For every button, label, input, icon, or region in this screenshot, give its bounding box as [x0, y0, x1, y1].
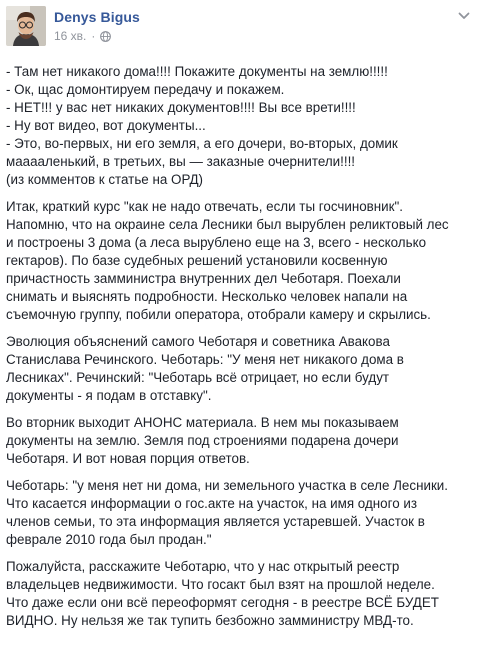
meta-separator: · [91, 29, 96, 43]
post-paragraph [6, 333, 474, 405]
chevron-down-icon [458, 7, 470, 25]
post-text-line: Итак, краткий курс "как не надо отвечать, если ты госчиновник". [6, 199, 403, 214]
post-text-line: феврале 2010 года был продан." [6, 532, 212, 547]
post-paragraph [6, 477, 474, 549]
post-text-line: и построены 3 дома (а леса вырублено еще на 3, всего - несколько [6, 235, 427, 250]
post-text-line: Чеботаря. И вот новая порция ответов. [6, 451, 250, 466]
post-text-line: мааааленький, в третьих, вы — заказные очернители!!!! [6, 154, 356, 169]
post-text-line: Напомню, что на окраине села Лесники был вырублен реликтовый лес [6, 217, 449, 232]
author-avatar[interactable] [6, 6, 46, 46]
post-text-line: (из комментов к статье на ОРД) [6, 172, 204, 187]
post-text-line: - НЕТ!!! у вас нет никаких документов!!!! Вы все врети!!!! [6, 100, 356, 115]
post-paragraph [6, 198, 474, 324]
post-text-line: Во вторник выходит АНОНС материала. В нем мы показываем [6, 415, 399, 430]
post-text-line: Пожалуйста, расскажите Чеботарю, что у нас открытый реестр [6, 559, 400, 574]
post-text-line: - Там нет никакого дома!!!! Покажите документы на землю!!!!! [6, 64, 388, 79]
post-header [6, 6, 472, 50]
post-text-line: ВИДНО. Ну нельзя же так тупить безбожно замминистру МВД-то. [6, 613, 414, 628]
post-paragraph [6, 63, 474, 189]
post-paragraph [6, 558, 474, 630]
post-text-line: - Это, во-первых, ни его земля, а его дочери, во-вторых, домик [6, 136, 398, 151]
post-text-line: Что даже если они всё переоформят сегодня - в реестре ВСЁ БУДЕТ [6, 595, 439, 610]
post-text-line: гектаров). По базе судебных решений установили косвенную [6, 253, 388, 268]
post-text-line: Лесниках". Речинский: "Чеботарь всё отрицает, но если будут [6, 370, 390, 385]
post-text-line: Станислава Речинского. Чеботарь: "У меня нет никакого дома в [6, 352, 404, 367]
post-text-line: членов семьи, то эта информация является устаревшей. Участок в [6, 514, 425, 529]
author-name-link[interactable]: Denys Bigus [54, 9, 140, 25]
post-text-line: Эволюция объяснений самого Чеботаря и советника Авакова [6, 334, 390, 349]
post-body-text [6, 63, 474, 639]
post-paragraph [6, 414, 474, 468]
post-meta [54, 29, 111, 43]
post-text-line: съемочную группу, побили оператора, отобрали камеру и скрылись. [6, 307, 431, 322]
post-options-button[interactable] [456, 8, 472, 24]
post-text-line: документы - я подам в отставку". [6, 388, 212, 403]
post-text-line: Что касается информации о гос.акте на участок, на имя одного из [6, 496, 417, 511]
post-text-line: владельцев недвижимости. Что госакт был взят на прошлой неделе. [6, 577, 435, 592]
post-text-line: - Ну вот видео, вот документы... [6, 118, 206, 133]
post-text-line: Чеботарь: "у меня нет ни дома, ни земельного участка в селе Лесники. [6, 478, 449, 493]
post-timestamp[interactable]: 16 хв. [54, 29, 87, 43]
avatar-image [6, 6, 46, 46]
globe-icon[interactable] [100, 31, 111, 42]
post-text-line: снимать и выяснять подробности. Несколько человек напали на [6, 289, 408, 304]
post-text-line: документы на землю. Земля под строениями подарена дочери [6, 433, 399, 448]
post-text-line: причастность замминистра внутренних дел Чеботаря. Поехали [6, 271, 401, 286]
post-text-line: - Ок, щас домонтируем передачу и покажем. [6, 82, 285, 97]
